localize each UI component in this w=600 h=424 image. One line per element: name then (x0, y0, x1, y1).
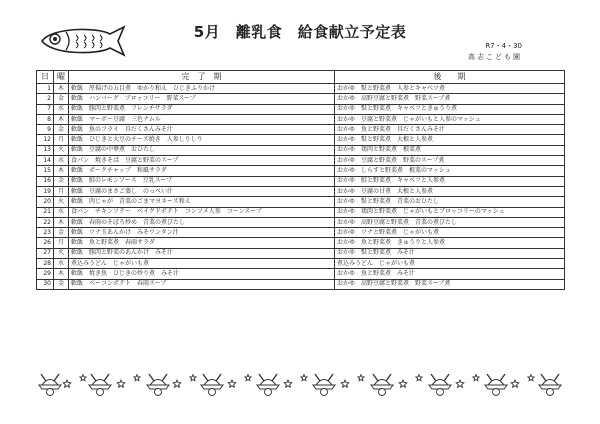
cell-day: 15 (37, 166, 54, 176)
cell-koki: おかゆ しらすと野菜煮 根菜のマッシュ (335, 166, 565, 176)
cell-koki: おかゆ 麩と野菜煮 人参とキャベツ煮 (335, 84, 565, 94)
star-icon (284, 380, 292, 387)
star-icon (473, 375, 479, 381)
cell-kanryo: 軟飯 ひじきと大豆のチーズ焼き 人参しりしり (69, 135, 335, 145)
cell-koki: おかゆ 豆腐の甘煮 大根と人参煮 (335, 186, 565, 196)
cell-koki: 煮込みうどん じゃがいも煮 (335, 259, 565, 269)
cell-kanryo: 軟飯 ポークチャップ 和風サラダ (69, 166, 335, 176)
cell-day: 2 (37, 94, 54, 104)
cell-day: 7 (37, 104, 54, 114)
star-icon (341, 380, 349, 387)
cell-kanryo: 軟飯 魚のフライ 具だくさんみそ汁 (69, 125, 335, 135)
cell-day: 28 (37, 259, 54, 269)
cell-kanryo: 軟飯 焼き魚 ひじきの炒り煮 みそ汁 (69, 269, 335, 279)
cell-day: 16 (37, 176, 54, 186)
kabuto-icon (147, 374, 169, 396)
cell-day: 19 (37, 186, 54, 196)
cell-weekday: 火 (54, 248, 69, 258)
cell-kanryo: 煮込みうどん じゃがいも煮 (69, 259, 335, 269)
cell-weekday: 水 (54, 207, 69, 217)
table-row (37, 94, 565, 104)
cell-day: 14 (37, 156, 54, 166)
star-icon (416, 375, 422, 381)
header-weekday: 曜 (54, 71, 69, 84)
cell-kanryo: 軟飯 豚肉と野菜のあんかけ みそ汁 (69, 248, 335, 258)
star-icon (528, 375, 534, 381)
star-icon (456, 380, 464, 387)
cell-koki: おかゆ 高野豆腐と野菜煮 野菜スープ煮 (335, 94, 565, 104)
table-row (37, 125, 565, 135)
cell-weekday: 月 (54, 186, 69, 196)
table-row (37, 279, 565, 289)
kabuto-icon (485, 374, 507, 396)
cell-koki: おかゆ 魚と野菜煮 具だくさんみそ汁 (335, 125, 565, 135)
header-koki: 後 期 (335, 71, 565, 84)
table-row (37, 166, 565, 176)
cell-weekday: 水 (54, 259, 69, 269)
cell-day: 30 (37, 279, 54, 289)
kabuto-star-border (36, 364, 564, 404)
menu-table (36, 70, 565, 290)
kabuto-icon (539, 374, 561, 396)
table-row (37, 135, 565, 145)
star-icon (80, 375, 86, 381)
cell-koki: おかゆ 麩と野菜煮 キャベツときゅうり煮 (335, 104, 565, 114)
table-row (37, 186, 565, 196)
cell-kanryo: 軟飯 ハンバーグ ブロッコリー 野菜スープ (69, 94, 335, 104)
header-day: 日 (37, 71, 54, 84)
cell-day: 27 (37, 248, 54, 258)
cell-kanryo: 軟飯 豆腐のまさご蒸し のっぺい汁 (69, 186, 335, 196)
header-kanryo: 完 了 期 (69, 71, 335, 84)
issue-date: R7・4・30 (485, 42, 522, 50)
cell-day: 8 (37, 114, 54, 124)
kabuto-icon (429, 374, 451, 396)
cell-kanryo: 軟飯 厚揚げの五目煮 ゆかり和え ひじきふりかけ (69, 84, 335, 94)
cell-weekday: 金 (54, 176, 69, 186)
star-icon (228, 380, 236, 387)
table-row (37, 259, 565, 269)
kabuto-icon (201, 374, 223, 396)
school-name: 高志こども園 (468, 53, 522, 61)
cell-koki: おかゆ 豆腐と野菜煮 野菜のスープ煮 (335, 156, 565, 166)
cell-kanryo: 食パン チキンソテー ベイクドポテト コンソメ人参 コーンスープ (69, 207, 335, 217)
kabuto-icon (89, 374, 111, 396)
cell-weekday: 金 (54, 94, 69, 104)
table-row (37, 197, 565, 207)
star-icon (399, 380, 407, 387)
cell-weekday: 水 (54, 104, 69, 114)
cell-day: 22 (37, 217, 54, 227)
cell-kanryo: 軟飯 豚肉と野菜煮 フレンチサラダ (69, 104, 335, 114)
star-icon (245, 375, 251, 381)
cell-koki: おかゆ 麩と野菜煮 大根と人参煮 (335, 135, 565, 145)
cell-koki: おかゆ 魚と野菜煮 みそ汁 (335, 269, 565, 279)
table-row (37, 156, 565, 166)
star-icon (173, 380, 181, 387)
cell-kanryo: 軟飯 ツナ玉あんかけ みそワンタン汁 (69, 228, 335, 238)
star-icon (134, 375, 140, 381)
cell-day: 21 (37, 207, 54, 217)
table-row (37, 114, 565, 124)
cell-kanryo: 軟飯 鮭のレモンソース 豆乳スープ (69, 176, 335, 186)
table-row (37, 84, 565, 94)
cell-day: 9 (37, 125, 54, 135)
cell-kanryo: 食パン 焼きそば 豆腐と野菜のスープ (69, 156, 335, 166)
cell-kanryo: 軟飯 豆腐の中華煮 おひたし (69, 145, 335, 155)
cell-day: 12 (37, 135, 54, 145)
cell-kanryo: 軟飯 魚と野菜煮 春雨サラダ (69, 238, 335, 248)
kabuto-icon (313, 374, 335, 396)
cell-weekday: 木 (54, 269, 69, 279)
cell-weekday: 火 (54, 145, 69, 155)
cell-day: 23 (37, 228, 54, 238)
cell-kanryo: 軟飯 肉じゃが 青菜のごまマヨネーズ和え (69, 197, 335, 207)
cell-koki: おかゆ ツナと野菜煮 じゃがいも煮 (335, 228, 565, 238)
star-icon (190, 375, 196, 381)
cell-kanryo: 軟飯 マーボー豆腐 三色ナムル (69, 114, 335, 124)
cell-weekday: 木 (54, 84, 69, 94)
cell-weekday: 水 (54, 156, 69, 166)
star-icon (63, 380, 71, 387)
cell-day: 1 (37, 84, 54, 94)
cell-weekday: 金 (54, 125, 69, 135)
cell-weekday: 金 (54, 279, 69, 289)
page-title: 5月 離乳食 給食献立予定表 (193, 23, 407, 41)
cell-kanryo: 軟飯 ベーコンポテト 春雨スープ (69, 279, 335, 289)
cell-koki: おかゆ 豆腐と野菜煮 じゃがいもと人参のマッシュ (335, 114, 565, 124)
star-icon (358, 375, 364, 381)
table-header-row (37, 71, 565, 84)
star-icon (117, 380, 125, 387)
kabuto-icon (371, 374, 393, 396)
cell-koki: おかゆ 麩と野菜煮 青菜のおひたし (335, 197, 565, 207)
cell-koki: おかゆ 高野豆腐と野菜煮 野菜スープ煮 (335, 279, 565, 289)
kabuto-icon (257, 374, 279, 396)
cell-day: 20 (37, 197, 54, 207)
kabuto-icon (39, 374, 61, 396)
star-icon (301, 375, 307, 381)
cell-kanryo: 軟飯 春雨のそぼろ炒め 青菜の煮びたし (69, 217, 335, 227)
table-row (37, 207, 565, 217)
table-row (37, 269, 565, 279)
cell-weekday: 月 (54, 135, 69, 145)
table-row (37, 228, 565, 238)
cell-koki: おかゆ 麩と野菜煮 みそ汁 (335, 248, 565, 258)
cell-koki: おかゆ 鶏肉と野菜煮 根菜煮 (335, 145, 565, 155)
cell-day: 29 (37, 269, 54, 279)
menu-table-body (37, 84, 565, 290)
cell-weekday: 木 (54, 166, 69, 176)
table-row (37, 104, 565, 114)
star-icon (511, 380, 519, 387)
cell-weekday: 木 (54, 217, 69, 227)
cell-weekday: 火 (54, 197, 69, 207)
cell-day: 13 (37, 145, 54, 155)
table-row (37, 217, 565, 227)
cell-koki: おかゆ 高野豆腐と野菜煮 青菜の煮びたし (335, 217, 565, 227)
table-row (37, 176, 565, 186)
cell-koki: おかゆ 魚と野菜煮 きゅうりと人参煮 (335, 238, 565, 248)
cell-day: 26 (37, 238, 54, 248)
table-row (37, 248, 565, 258)
cell-weekday: 金 (54, 228, 69, 238)
table-row (37, 238, 565, 248)
cell-koki: おかゆ 鮭と野菜煮 キャベツと人参煮 (335, 176, 565, 186)
cell-koki: おかゆ 鶏肉と野菜煮 じゃがいもとブロッコリーのマッシュ (335, 207, 565, 217)
table-row (37, 145, 565, 155)
cell-weekday: 月 (54, 238, 69, 248)
cell-weekday: 木 (54, 114, 69, 124)
